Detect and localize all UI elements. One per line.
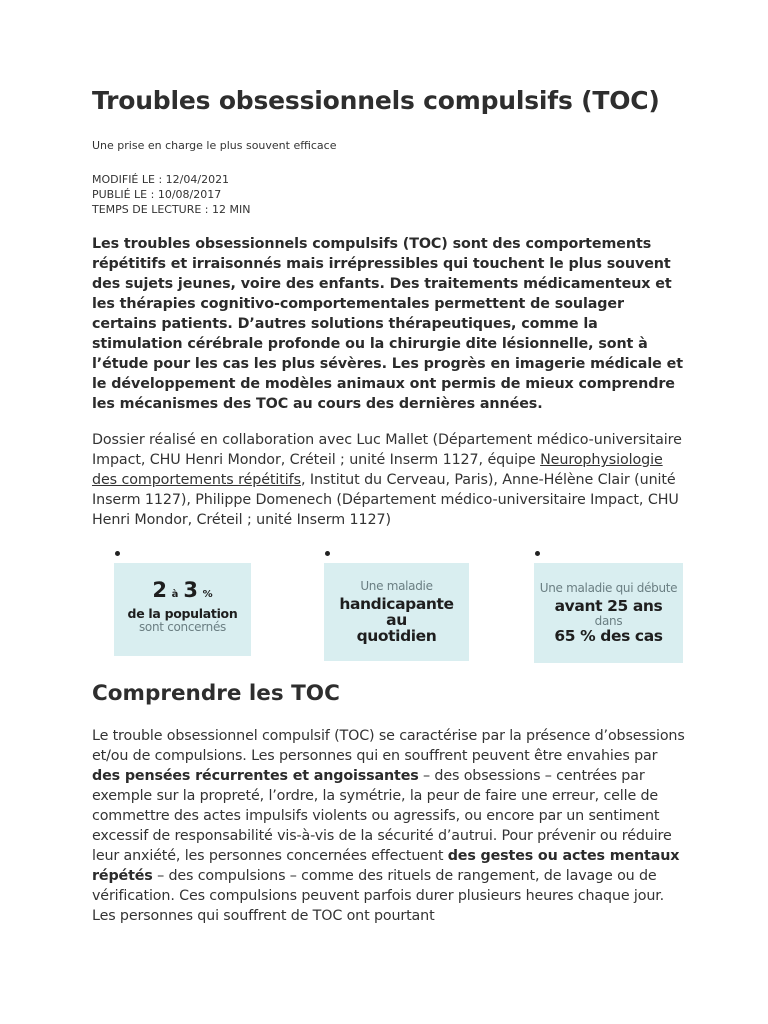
section-text: – des compulsions – comme des rituels de rangement, de lavage ou de vérification. Ces compulsions peuvent parfois durer plusieurs heures chaque jour. Les personnes qui souffrent de TOC ont pourtant — [92, 868, 665, 924]
intro-paragraph: Les troubles obsessionnels compulsifs (TOC) sont des comportements répétitifs et irraisonnés mais irrépressibles qui touchent le plus souvent des sujets jeunes, voire des enfants. Des traitements médicamenteux et les thérapies cognitivo-comportementales permettent de soulager certains patients. D’autres solutions thérapeutiques, comme la stimulation cérébrale profonde ou la chirurgie dite lésionnelle, sont à l’étude pour les cas les plus sévères. Les progrès en imagerie médicale et le développement de modèles animaux ont permis de mieux comprendre les mécanismes des TOC au cours des dernières années. — [92, 236, 683, 412]
stat-card-population — [114, 563, 251, 656]
stat-sublabel: dans — [594, 614, 623, 628]
section-text: Le trouble obsessionnel compulsif (TOC) se caractérise par la présence d’obsessions et/ou de compulsions. Les personnes qui en souffrent peuvent être envahies par — [92, 728, 685, 764]
section-emphasis: des pensées récurrentes et angoissantes — [92, 768, 419, 784]
bullet-icon — [325, 551, 330, 556]
collaboration-text-end: , Institut du Cerveau, Paris), Anne-Hélène Clair (unité Inserm 1127), Philippe Domenech (Département médico-universitaire Impact, CHU Henri Mondor, Créteil ; unité Inserm 1127) — [92, 472, 679, 528]
stat-label: de la population — [127, 606, 238, 621]
modified-date: MODIFIÉ LE : 12/04/2021 — [92, 173, 230, 186]
stat-sublabel: sont concernés — [138, 620, 226, 634]
section-title: Comprendre les TOC — [92, 681, 340, 706]
bullet-icon — [535, 551, 540, 556]
stat-percentage: 2 à 3 % — [152, 578, 213, 602]
stat-label: 65 % des cas — [554, 627, 663, 645]
team-link[interactable]: Neurophysiologie des comportements répétitifs — [92, 452, 663, 488]
stat-sublabel: Une maladie — [360, 579, 433, 593]
page-title: Troubles obsessionnels compulsifs (TOC) — [92, 86, 660, 115]
article-meta — [92, 172, 250, 217]
reading-time: TEMPS DE LECTURE : 12 MIN — [92, 203, 251, 216]
stat-card-age — [534, 563, 683, 663]
stat-card-handicap — [324, 563, 469, 661]
stat-label: au — [386, 611, 407, 629]
collaboration-paragraph — [92, 430, 684, 530]
stat-sublabel: Une maladie qui débute — [539, 581, 678, 595]
section-text: – des obsessions – centrées par exemple sur la propreté, l’ordre, la symétrie, la peur de faire une erreur, celle de commettre des actes impulsifs violents ou agressifs, ou encore par un sentiment excessif de responsabilité vis-à-vis de la sécurité d’autrui. Pour prévenir ou réduire leur anxiété, les personnes concernées effectuent — [92, 768, 672, 864]
section-paragraph — [92, 726, 688, 926]
section-emphasis: des gestes ou actes mentaux répétés — [92, 848, 680, 884]
bullet-icon — [115, 551, 120, 556]
stat-label: quotidien — [356, 627, 437, 645]
published-date: PUBLIÉ LE : 10/08/2017 — [92, 188, 222, 201]
article-subtitle: Une prise en charge le plus souvent efficace — [92, 139, 337, 152]
stat-label: avant 25 ans — [554, 597, 663, 615]
collaboration-text-start: Dossier réalisé en collaboration avec Luc Mallet (Département médico-universitaire Impact, CHU Henri Mondor, Créteil ; unité Inserm 1127, équipe — [92, 432, 682, 468]
stat-label: handicapante — [339, 595, 454, 613]
